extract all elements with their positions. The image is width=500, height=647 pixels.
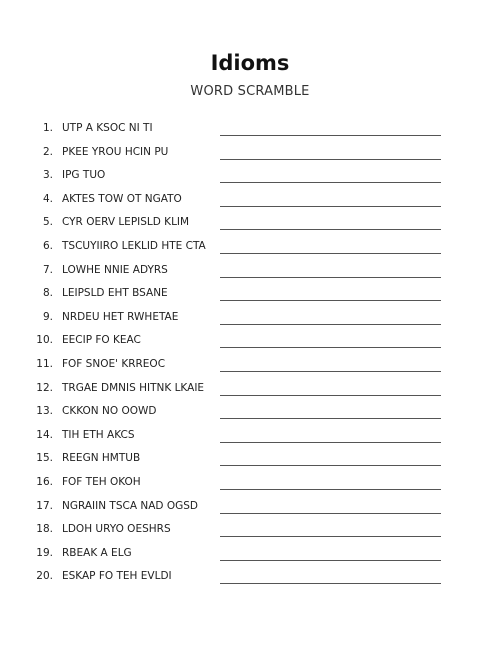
item-number: 14.: [36, 428, 53, 441]
answer-line[interactable]: [220, 560, 441, 561]
list-item: [0, 259, 500, 283]
item-number: 4.: [42, 192, 53, 205]
answer-line[interactable]: [220, 347, 441, 348]
item-number: 8.: [42, 287, 53, 300]
scrambled-phrase: REEGN HMTUB: [62, 452, 141, 465]
answer-line[interactable]: [220, 300, 441, 301]
item-number: 2.: [42, 145, 53, 158]
scrambled-phrase: NRDEU HET RWHETAE: [62, 310, 179, 323]
list-item: [0, 424, 500, 448]
scrambled-phrase: TSCUYIIRO LEKLID HTE CTA: [62, 239, 206, 252]
item-number: 18.: [36, 523, 53, 536]
list-item: [0, 141, 500, 165]
item-number: 15.: [36, 452, 53, 465]
answer-line[interactable]: [220, 465, 441, 466]
list-item: [0, 235, 500, 259]
list-item: [0, 353, 500, 377]
list-item: [0, 188, 500, 212]
answer-line[interactable]: [220, 135, 441, 136]
scrambled-phrase: LEIPSLD EHT BSANE: [62, 287, 168, 300]
list-item: [0, 329, 500, 353]
scrambled-phrase: TIH ETH AKCS: [62, 428, 135, 441]
page-subtitle: WORD SCRAMBLE: [190, 84, 310, 99]
list-item: [0, 518, 500, 542]
answer-line[interactable]: [220, 182, 441, 183]
page-title: Idioms: [210, 51, 290, 75]
item-number: 17.: [36, 499, 53, 512]
answer-line[interactable]: [220, 371, 441, 372]
answer-line[interactable]: [220, 583, 441, 584]
list-item: [0, 377, 500, 401]
list-item: [0, 400, 500, 424]
scrambled-phrase: AKTES TOW OT NGATO: [62, 192, 182, 205]
list-item: [0, 306, 500, 330]
item-number: 10.: [36, 334, 53, 347]
list-item: [0, 542, 500, 566]
answer-line[interactable]: [220, 159, 441, 160]
item-number: 9.: [42, 310, 53, 323]
list-item: [0, 282, 500, 306]
item-number: 12.: [36, 381, 53, 394]
answer-line[interactable]: [220, 442, 441, 443]
item-number: 16.: [36, 475, 53, 488]
answer-line[interactable]: [220, 206, 441, 207]
item-number: 13.: [36, 405, 53, 418]
scrambled-phrase: FOF TEH OKOH: [62, 475, 141, 488]
answer-line[interactable]: [220, 229, 441, 230]
scrambled-phrase: TRGAE DMNIS HITNK LKAIE: [62, 381, 205, 394]
scrambled-phrase: ESKAP FO TEH EVLDI: [62, 570, 172, 583]
scrambled-phrase: NGRAIIN TSCA NAD OGSD: [62, 499, 198, 512]
answer-line[interactable]: [220, 277, 441, 278]
list-item: [0, 565, 500, 589]
list-item: [0, 211, 500, 235]
scrambled-phrase: LOWHE NNIE ADYRS: [62, 263, 168, 276]
item-number: 6.: [42, 239, 53, 252]
answer-line[interactable]: [220, 324, 441, 325]
scrambled-phrase: RBEAK A ELG: [62, 546, 132, 559]
scrambled-phrase: CKKON NO OOWD: [62, 405, 157, 418]
scrambled-phrase: IPG TUO: [62, 169, 106, 182]
item-number: 11.: [36, 357, 53, 370]
scrambled-phrase: UTP A KSOC NI TI: [62, 122, 153, 134]
item-number: 1.: [42, 122, 53, 134]
item-number: 7.: [42, 263, 53, 276]
answer-line[interactable]: [220, 536, 441, 537]
list-item: [0, 164, 500, 188]
answer-line[interactable]: [220, 395, 441, 396]
answer-line[interactable]: [220, 489, 441, 490]
item-number: 5.: [42, 216, 53, 229]
item-number: 3.: [42, 169, 53, 182]
item-number: 19.: [36, 546, 53, 559]
list-item: [0, 471, 500, 495]
scrambled-phrase: EECIP FO KEAC: [62, 334, 141, 347]
answer-line[interactable]: [220, 513, 441, 514]
scramble-list: [0, 117, 500, 589]
scrambled-phrase: FOF SNOE' KRREOC: [62, 357, 166, 370]
scrambled-phrase: LDOH URYO OESHRS: [62, 523, 171, 536]
list-item: [0, 447, 500, 471]
answer-line[interactable]: [220, 253, 441, 254]
list-item: [0, 117, 500, 141]
list-item: [0, 495, 500, 519]
scrambled-phrase: CYR OERV LEPISLD KLIM: [62, 216, 190, 229]
item-number: 20.: [36, 570, 53, 583]
answer-line[interactable]: [220, 418, 441, 419]
scrambled-phrase: PKEE YROU HCIN PU: [62, 145, 169, 158]
